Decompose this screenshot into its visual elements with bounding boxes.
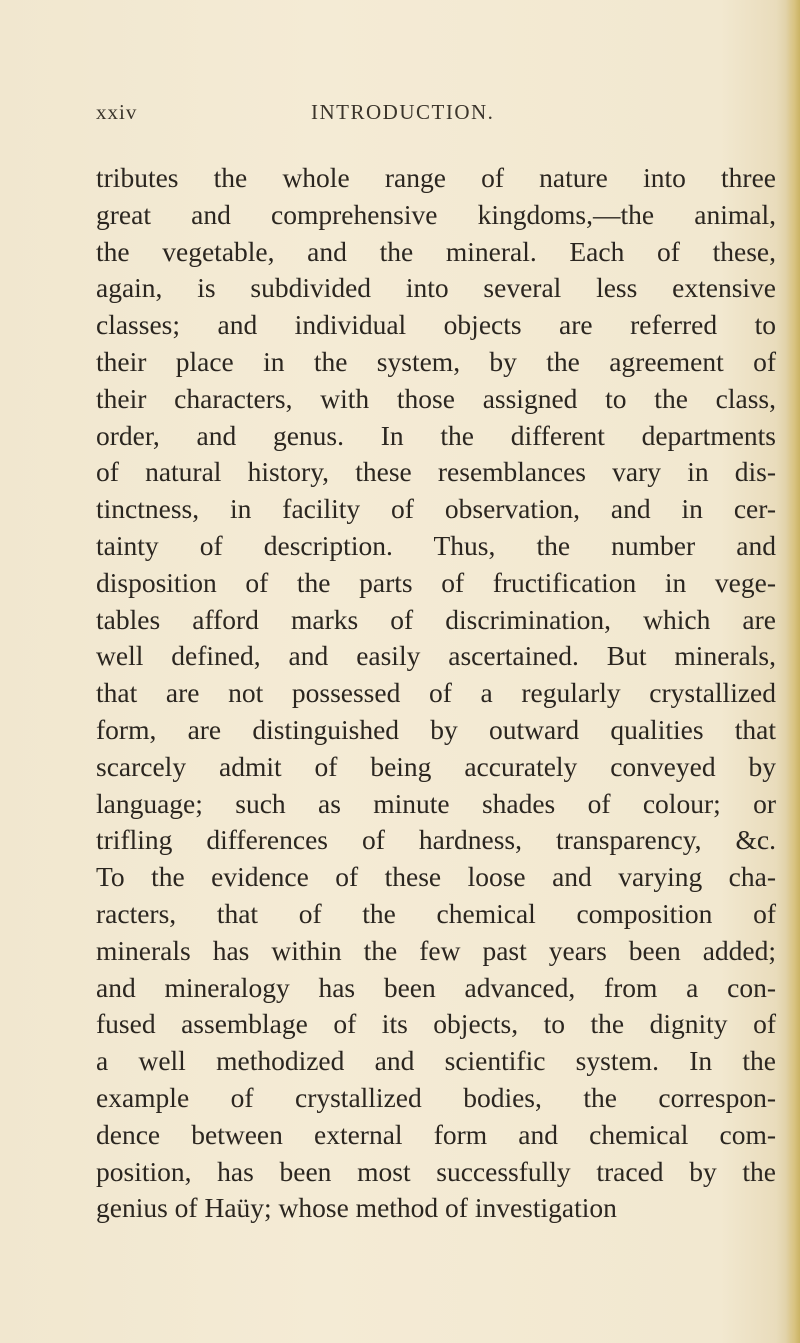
text-line: order, and genus. In the different departments	[96, 419, 776, 451]
text-line: disposition of the parts of fructification in vege-	[96, 566, 776, 598]
text-line: trifling differences of hardness, transparency, &c.	[96, 824, 776, 856]
text-line: the vegetable, and the mineral. Each of these,	[96, 235, 776, 267]
text-line: that are not possessed of a regularly crystallized	[96, 677, 776, 709]
text-line: tainty of description. Thus, the number and	[96, 529, 776, 561]
body-paragraph	[96, 160, 776, 1227]
text-line: position, has been most successfully traced by the	[96, 1155, 776, 1187]
text-line: their place in the system, by the agreement of	[96, 345, 776, 377]
text-line: fused assemblage of its objects, to the dignity of	[96, 1008, 776, 1040]
text-line: their characters, with those assigned to the class,	[96, 382, 776, 414]
text-line: again, is subdivided into several less extensive	[96, 272, 776, 304]
running-header	[96, 100, 526, 130]
text-line: language; such as minute shades of colour; or	[96, 787, 776, 819]
text-line: minerals has within the few past years been added;	[96, 934, 776, 966]
text-line: example of crystallized bodies, the correspon-	[96, 1081, 776, 1113]
header-title: INTRODUCTION.	[311, 100, 495, 124]
text-line: form, are distinguished by outward qualities that	[96, 713, 776, 745]
page-binding-edge	[786, 0, 800, 1343]
page-number: xxiv	[96, 100, 138, 124]
text-line: To the evidence of these loose and varying cha-	[96, 861, 776, 893]
text-line: racters, that of the chemical composition of	[96, 897, 776, 929]
text-line: tinctness, in facility of observation, and in cer-	[96, 493, 776, 525]
text-line: scarcely admit of being accurately conveyed by	[96, 750, 776, 782]
text-line: a well methodized and scientific system. In the	[96, 1045, 776, 1077]
text-line: dence between external form and chemical com-	[96, 1118, 776, 1150]
text-line: genius of Haüy; whose method of investigation	[96, 1192, 617, 1224]
text-line: of natural history, these resemblances vary in dis-	[96, 456, 776, 488]
text-line: classes; and individual objects are referred to	[96, 309, 776, 341]
text-line: well defined, and easily ascertained. But minerals,	[96, 640, 776, 672]
text-line: and mineralogy has been advanced, from a con-	[96, 971, 776, 1003]
text-line: great and comprehensive kingdoms,—the animal,	[96, 198, 776, 230]
text-line: tributes the whole range of nature into three	[96, 162, 776, 193]
text-line: tables afford marks of discrimination, which are	[96, 603, 776, 635]
